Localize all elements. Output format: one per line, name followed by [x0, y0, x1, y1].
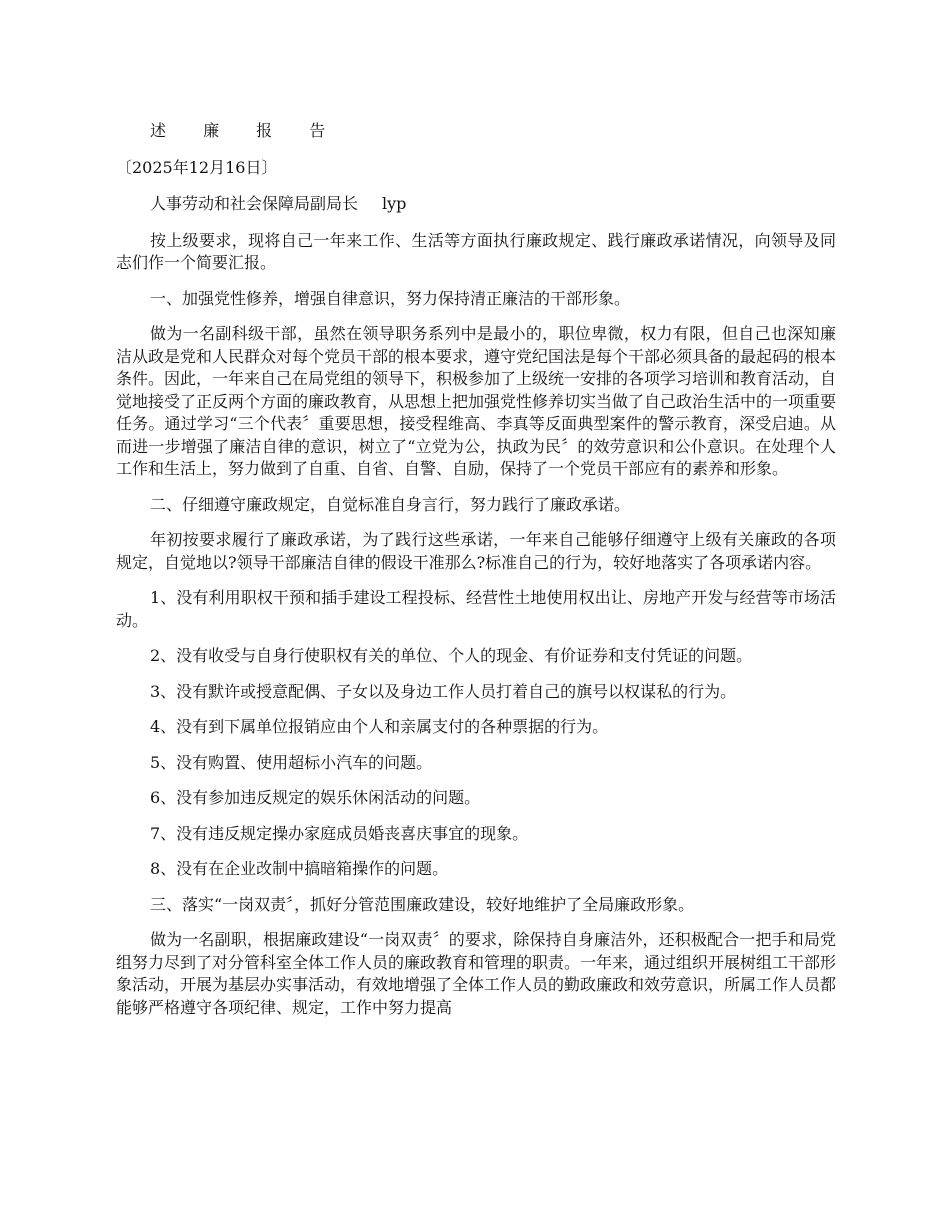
list-item: 4、没有到下属单位报销应由个人和亲属支付的各种票据的行为。	[150, 717, 609, 736]
section-heading-1: 一、加强党性修养，增强自律意识，努力保持清正廉洁的干部形象。	[150, 288, 631, 308]
section-heading-2: 二、仔细遵守廉政规定，自觉标准自身言行，努力践行了廉政承诺。	[150, 494, 631, 514]
section-heading-3: 三、落实“一岗双责〞，抓好分管范围廉政建设，较好地维护了全局廉政形象。	[150, 894, 695, 914]
author-line	[150, 193, 836, 216]
paragraph: 做为一名副科级干部，虽然在领导职务系列中是最小的，职位卑微，权力有限，但自己也深知廉洁从政是党和人民群众对每个党员干部的根本要求，遵守党纪国法是每个干部必须具备的最起码的根本条件。因此，一年来自己在局党组的领导下，积极参加了上级统一安排的各项学习培训和教育活动，自觉地接受了正反两个方面的廉政教育，从思想上把加强党性修养切实当做了自己政治生活中的一项重要任务。通过学习“三个代表〞重要思想，接受程维高、李真等反面典型案件的警示教育，深受启迪。从而进一步增强了廉洁自律的意识，树立了“立党为公，执政为民〞的效劳意识和公仆意识。在处理个人工作和生活上，努力做到了自重、自省、自警、自励，保持了一个党员干部应有的素养和形象。	[116, 324, 837, 478]
list-item: 3、没有默许或授意配偶、子女以及身边工作人员打着自己的旗号以权谋私的行为。	[150, 681, 737, 701]
list-item: 5、没有购置、使用超标小汽车的问题。	[150, 752, 433, 772]
author-title: 人事劳动和社会保障局副局长	[150, 194, 359, 213]
paragraph: 做为一名副职，根据廉政建设“一岗双责〞的要求，除保持自身廉洁外，还积极配合一把手和局党组努力尽到了对分管科室全体工作人员的廉政教育和管理的职责。一年来，通过组织开展树组工干部形象活动，开展为基层办实事活动，有效地增强了全体工作人员的勤政廉政和效劳意识，所属工作人员都能够严格遵守各项纪律、规定，工作中努力提高	[116, 930, 837, 1017]
document-date: 〔2025年12月16日〕	[116, 157, 278, 177]
document-title: 述 廉 报 告	[150, 121, 342, 140]
list-item: 1、没有利用职权干预和插手建设工程投标、经营性土地使用权出让、房地产开发与经营等市场活动。	[116, 588, 836, 630]
paragraph-intro: 按上级要求，现将自己一年来工作、生活等方面执行廉政规定、践行廉政承诺情况，向领导及同志们作一个简要汇报。	[116, 230, 836, 272]
author-name: lyp	[382, 194, 407, 213]
list-item: 6、没有参加违反规定的娱乐休闲活动的问题。	[150, 788, 481, 807]
list-item: 7、没有违反规定操办家庭成员婚丧喜庆事宜的现象。	[150, 823, 529, 843]
document-page	[116, 120, 836, 1032]
list-item: 2、没有收受与自身行使职权有关的单位、个人的现金、有价证券和支付凭证的问题。	[150, 646, 753, 665]
paragraph: 年初按要求履行了廉政承诺，为了践行这些承诺，一年来自己能够仔细遵守上级有关廉政的各项规定，自觉地以?领导干部廉洁自律的假设干准那么?标准自己的行为，较好地落实了各项承诺内容。	[116, 530, 836, 572]
list-item: 8、没有在企业改制中搞暗箱操作的问题。	[150, 859, 449, 878]
